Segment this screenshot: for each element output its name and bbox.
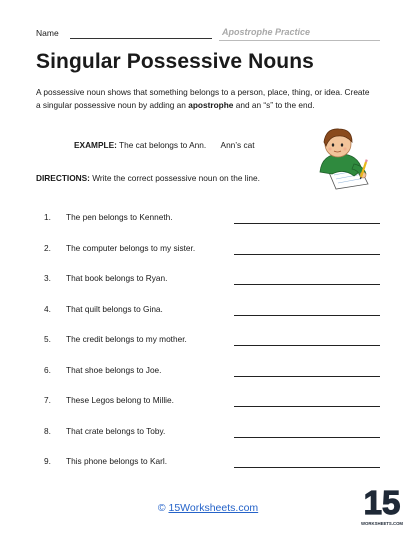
answer-line[interactable] bbox=[234, 437, 380, 438]
question-number: 8. bbox=[44, 425, 51, 436]
logo-number: 15 bbox=[363, 484, 401, 521]
question-item bbox=[36, 210, 380, 226]
intro-text-end: and an “s” to the end. bbox=[233, 100, 315, 111]
directions-text: Write the correct possessive noun on the line. bbox=[92, 173, 260, 183]
header-rule bbox=[219, 40, 380, 41]
question-number: 5. bbox=[44, 334, 51, 344]
question-number: 4. bbox=[44, 303, 51, 314]
copyright-symbol: © bbox=[157, 502, 166, 514]
question-text: That book belongs to Ryan. bbox=[66, 273, 168, 283]
example-line bbox=[74, 140, 255, 150]
answer-line[interactable] bbox=[234, 376, 380, 377]
question-text: The credit belongs to my mother. bbox=[66, 334, 187, 344]
question-number: 6. bbox=[44, 364, 51, 375]
name-label: Name bbox=[36, 28, 59, 38]
question-text: That crate belongs to Toby. bbox=[66, 425, 166, 436]
question-text: That shoe belongs to Joe. bbox=[66, 364, 162, 375]
question-item bbox=[36, 241, 380, 257]
student-writing-clipart bbox=[314, 124, 378, 190]
15worksheets-logo bbox=[360, 482, 404, 528]
answer-line[interactable] bbox=[234, 223, 380, 224]
question-item bbox=[36, 332, 380, 348]
intro-paragraph bbox=[36, 86, 376, 112]
answer-line[interactable] bbox=[234, 315, 380, 316]
page-title: Singular Possessive Nouns bbox=[36, 50, 314, 73]
answer-line[interactable] bbox=[234, 254, 380, 255]
question-number: 1. bbox=[44, 212, 51, 222]
name-line bbox=[70, 38, 212, 39]
footer-site-link[interactable]: 15Worksheets.com bbox=[168, 502, 259, 514]
footer bbox=[0, 502, 416, 514]
example-answer: Ann’s cat bbox=[220, 140, 255, 150]
answer-line[interactable] bbox=[234, 467, 380, 468]
question-number: 7. bbox=[44, 395, 51, 405]
example-label: EXAMPLE: bbox=[74, 140, 117, 150]
worksheet-header bbox=[36, 26, 380, 42]
answer-line[interactable] bbox=[234, 406, 380, 407]
question-item bbox=[36, 302, 380, 318]
question-number: 9. bbox=[44, 456, 51, 466]
question-text: These Legos belong to Millie. bbox=[66, 395, 174, 405]
directions-line bbox=[36, 173, 260, 183]
question-item bbox=[36, 363, 380, 379]
question-item bbox=[36, 454, 380, 470]
intro-bold-term: apostrophe bbox=[188, 100, 234, 111]
directions-label: DIRECTIONS: bbox=[36, 173, 90, 183]
worksheet-subtitle: Apostrophe Practice bbox=[222, 27, 311, 37]
question-text: This phone belongs to Karl. bbox=[66, 456, 168, 466]
example-sentence: The cat belongs to Ann. bbox=[119, 140, 207, 150]
logo-caption: WORKSHEETS.COM bbox=[360, 521, 404, 526]
intro-text-start: A possessive noun shows that something belongs to a person, place, thing, or idea. Create a singular possessive noun by adding an bbox=[36, 87, 370, 111]
question-item bbox=[36, 393, 380, 409]
question-text: The computer belongs to my sister. bbox=[66, 242, 196, 253]
answer-line[interactable] bbox=[234, 284, 380, 285]
question-number: 2. bbox=[44, 242, 51, 253]
question-item bbox=[36, 271, 380, 287]
question-number: 3. bbox=[44, 273, 51, 283]
question-text: That quilt belongs to Gina. bbox=[66, 303, 163, 314]
answer-line[interactable] bbox=[234, 345, 380, 346]
question-item bbox=[36, 424, 380, 440]
question-text: The pen belongs to Kenneth. bbox=[66, 212, 173, 222]
